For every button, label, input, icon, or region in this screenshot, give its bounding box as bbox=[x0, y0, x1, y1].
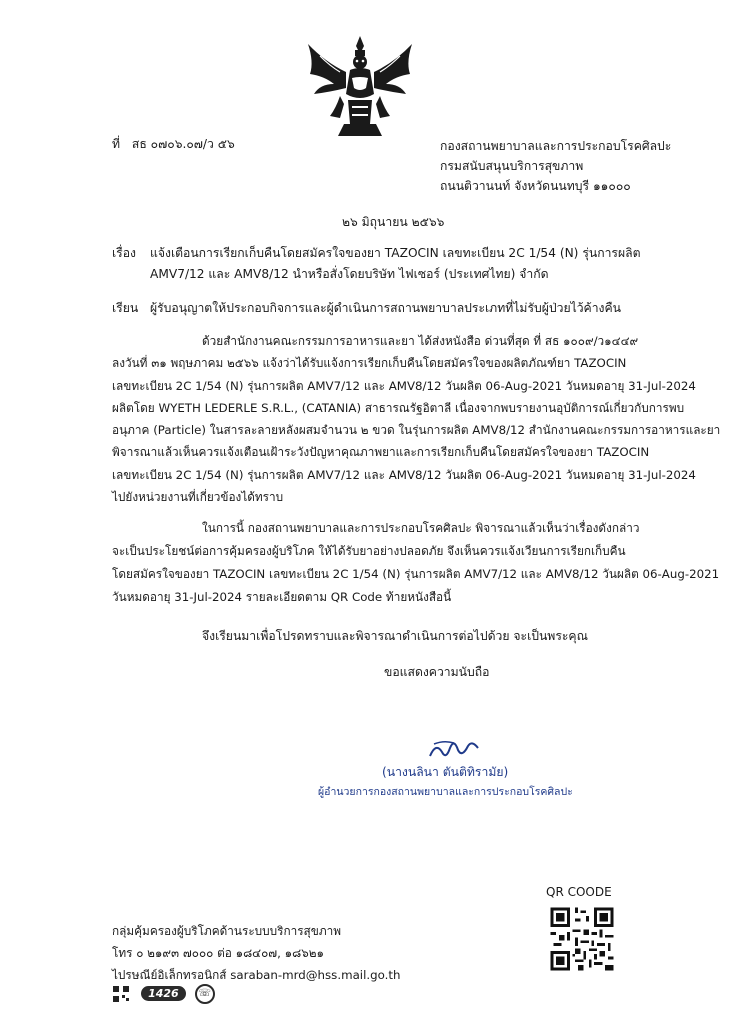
body-line: ผลิตโดย WYETH LEDERLE S.R.L., (CATANIA) สาธารณรัฐอิตาลี เนื่องจากพบรายงานอุบัติการณ์เกี่ยวกับการพบ bbox=[112, 400, 685, 415]
recipient-text: ผู้รับอนุญาตให้ประกอบกิจการและผู้ดำเนินการสถานพยาบาลประเภทที่ไม่รับผู้ป่วยไว้ค้างคืน bbox=[150, 301, 621, 315]
body-line: โดยสมัครใจของยา TAZOCIN เลขทะเบียน 2C 1/54 (N) รุ่นการผลิต AMV7/12 และ AMV8/12 วันผลิต 06-Aug-2021 bbox=[112, 567, 720, 581]
hotline-bar bbox=[112, 983, 215, 1004]
body-line: พิจารณาแล้วเห็นควรแจ้งเตือนเฝ้าระวังปัญหาคุณภาพยาและการเรียกเก็บคืนโดยสมัครใจของยา TAZOCIN bbox=[112, 445, 650, 460]
body-line: จะเป็นประโยชน์ต่อการคุ้มครองผู้บริโภค ให้ได้รับยาอย่างปลอดภัย จึงเห็นควรแจ้งเวียนการเรียกเก็บคืน bbox=[112, 544, 626, 558]
body-paragraph-3: จึงเรียนมาเพื่อโปรดทราบและพิจารณาดำเนินการต่อไปด้วย จะเป็นพระคุณ bbox=[202, 629, 588, 643]
footer-email[interactable]: ไปรษณีย์อิเล็กทรอนิกส์ saraban-mrd@hss.mail.go.th bbox=[112, 968, 401, 982]
body-line: ในการนี้ กองสถานพยาบาลและการประกอบโรคศิลปะ พิจารณาแล้วเห็นว่าเรื่องดังกล่าว bbox=[202, 521, 640, 535]
footer-phone: โทร ๐ ๒๑๙๓ ๗๐๐๐ ต่อ ๑๘๔๐๗, ๑๘๖๒๑ bbox=[112, 946, 325, 960]
document-number-value: สธ ๐๗๐๖.๐๗/ว ๕๖ bbox=[131, 137, 235, 151]
signatory-position: ผู้อำนวยการกองสถานพยาบาลและการประกอบโรคศิลปะ bbox=[318, 786, 573, 798]
body-line: วันหมดอายุ 31-Jul-2024 รายละเอียดตาม QR Code ท้ายหนังสือนี้ bbox=[112, 590, 452, 604]
signature bbox=[424, 734, 484, 764]
document-date: ๒๖ มิถุนายน ๒๕๖๖ bbox=[342, 215, 445, 229]
document-number-label: ที่ bbox=[112, 137, 121, 151]
footer-contact bbox=[112, 920, 400, 986]
body-line: ไปยังหน่วยงานที่เกี่ยวข้องได้ทราบ bbox=[112, 490, 284, 505]
recipient-label: เรียน bbox=[112, 301, 139, 315]
phone-icon: ☏ bbox=[195, 984, 215, 1004]
body-paragraph-2 bbox=[112, 517, 719, 609]
body-line: อนุภาค (Particle) ในสารละลายหลังผสมจำนวน ๒ ขวด ในรุ่นการผลิต AMV8/12 สำนักงานคณะกรรมการอาหารและยา bbox=[112, 423, 721, 438]
body-paragraph-1 bbox=[112, 330, 720, 508]
document-number bbox=[112, 136, 235, 152]
body-line: เลขทะเบียน 2C 1/54 (N) รุ่นการผลิต AMV7/12 และ AMV8/12 วันผลิต 06-Aug-2021 วันหมดอายุ 31-Jul-2024 bbox=[112, 378, 696, 393]
subject-label: เรื่อง bbox=[112, 246, 136, 260]
closing: ขอแสดงความนับถือ bbox=[384, 665, 490, 679]
qr-code[interactable] bbox=[548, 905, 616, 973]
agency-line: กรมสนับสนุนบริการสุขภาพ bbox=[440, 159, 584, 173]
qr-code-label: QR COODE bbox=[546, 885, 612, 899]
agency-line: ถนนติวานนท์ จังหวัดนนทบุรี ๑๑๐๐๐ bbox=[440, 179, 631, 193]
hotline-badge bbox=[141, 986, 186, 1001]
body-line: ลงวันที่ ๓๑ พฤษภาคม ๒๕๖๖ แจ้งว่าได้รับแจ้งการเรียกเก็บคืนโดยสมัครใจของผลิตภัณฑ์ยา TAZOCIN bbox=[112, 356, 627, 371]
qr-mini-icon bbox=[112, 985, 130, 1003]
agency-address bbox=[440, 136, 671, 196]
body-line: ด้วยสำนักงานคณะกรรมการอาหารและยา ได้ส่งหนังสือ ด่วนที่สุด ที่ สธ ๑๐๐๙/ว๑๔๔๙ bbox=[202, 334, 639, 348]
garuda-emblem bbox=[300, 32, 420, 142]
hotline-number: 1426 bbox=[148, 987, 179, 1000]
footer-department: กลุ่มคุ้มครองผู้บริโภคด้านระบบบริการสุขภาพ bbox=[112, 924, 341, 938]
body-line: เลขทะเบียน 2C 1/54 (N) รุ่นการผลิต AMV7/12 และ AMV8/12 วันผลิต 06-Aug-2021 วันหมดอายุ 31-Jul-2024 bbox=[112, 467, 696, 482]
subject-line: แจ้งเตือนการเรียกเก็บคืนโดยสมัครใจของยา TAZOCIN เลขทะเบียน 2C 1/54 (N) รุ่นการผลิต bbox=[150, 246, 641, 260]
agency-line: กองสถานพยาบาลและการประกอบโรคศิลปะ bbox=[440, 139, 672, 153]
signatory-name: (นางนลินา ตันติทิรามัย) bbox=[382, 765, 509, 779]
subject-line: AMV7/12 และ AMV8/12 นำหรือสั่งโดยบริษัท ไฟเซอร์ (ประเทศไทย) จำกัด bbox=[150, 267, 549, 281]
